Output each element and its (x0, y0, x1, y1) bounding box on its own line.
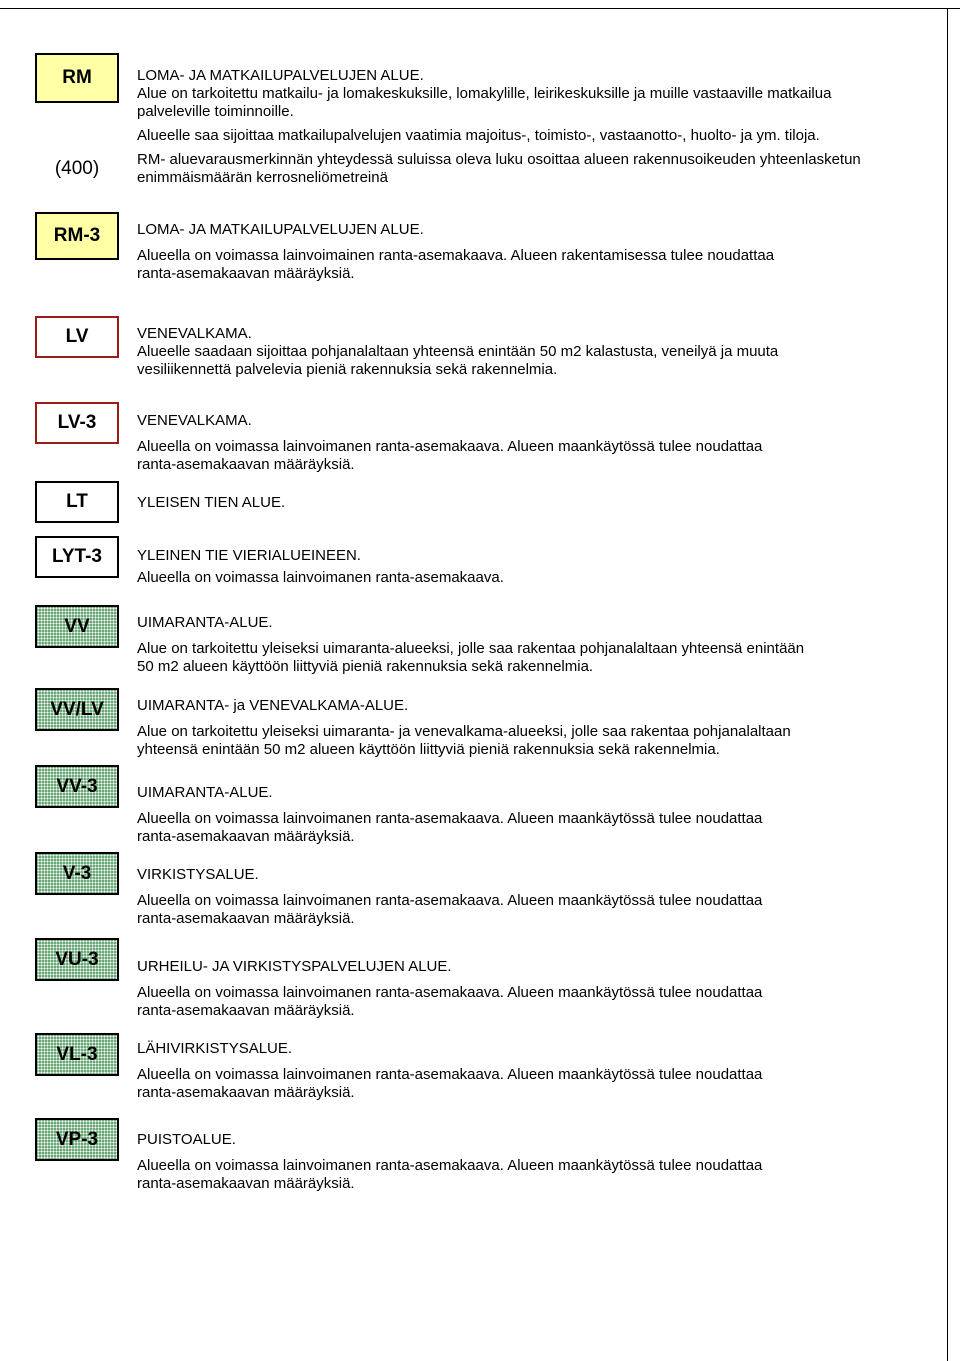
entry-vl3-line: Alueella on voimassa lainvoimanen ranta-asemakaava. Alueen maankäytössä tulee noudattaa (137, 1066, 763, 1083)
symbol-vvlv-label: VV/LV (50, 698, 104, 720)
entry-lyt3-line: Alueella on voimassa lainvoimanen ranta-asemakaava. (137, 569, 504, 586)
symbol-lyt3-label: LYT-3 (52, 546, 102, 567)
entry-v3-title: VIRKISTYSALUE. (137, 866, 259, 883)
entry-rm3 (137, 221, 917, 283)
entry-vv3-title: UIMARANTA-ALUE. (137, 784, 273, 801)
entry-vv-line: Alue on tarkoitettu yleiseksi uimaranta-alueeksi, jolle saa rakentaa pohjanalaltaan yhteensä enintään (137, 640, 805, 657)
entry-vv (137, 614, 917, 676)
entry-lv-line: Alueelle saadaan sijoittaa pohjanalaltaan yhteensä enintään 50 m2 kalastusta, veneilyä ja muuta (137, 343, 779, 360)
symbol-vu3-label: VU-3 (55, 948, 99, 970)
entry-rm-line: palveleville toiminnoille. (137, 103, 294, 120)
entry-vp3-line: ranta-asemakaavan määräyksiä. (137, 1175, 355, 1192)
symbol-lv3 (35, 402, 119, 444)
entry-rm3-title: LOMA- JA MATKAILUPALVELUJEN ALUE. (137, 221, 424, 238)
entry-v3 (137, 866, 917, 928)
page-top-border (0, 0, 960, 9)
entry-vu3-line: Alueella on voimassa lainvoimanen ranta-asemakaava. Alueen maankäytössä tulee noudattaa (137, 984, 763, 1001)
entry-vp3-title: PUISTOALUE. (137, 1131, 236, 1148)
entry-vl3-title: LÄHIVIRKISTYSALUE. (137, 1040, 293, 1057)
symbol-vu3 (35, 938, 119, 981)
entry-lv3-line: ranta-asemakaavan määräyksiä. (137, 456, 355, 473)
entry-vv3 (137, 784, 917, 846)
symbol-lv-label: LV (65, 326, 89, 347)
symbol-vv3-label: VV-3 (56, 775, 98, 797)
entry-vu3 (137, 958, 917, 1020)
page-right-border (947, 8, 948, 1361)
symbol-rm3-label: RM-3 (53, 225, 101, 246)
entry-rm3-line: Alueella on voimassa lainvoimainen ranta-asemakaava. Alueen rakentamisessa tulee noudattaa (137, 247, 775, 264)
entry-vv3-line: Alueella on voimassa lainvoimanen ranta-asemakaava. Alueen maankäytössä tulee noudattaa (137, 810, 763, 827)
entry-lt-title: YLEISEN TIEN ALUE. (137, 494, 286, 511)
entry-v3-line: ranta-asemakaavan määräyksiä. (137, 910, 355, 927)
symbol-rm3 (35, 212, 119, 260)
entry-vvlv (137, 697, 917, 759)
symbol-vl3 (35, 1033, 119, 1076)
symbol-vl3-label: VL-3 (56, 1043, 98, 1065)
entry-vl3-line: ranta-asemakaavan määräyksiä. (137, 1084, 355, 1101)
entry-lv-title: VENEVALKAMA. (137, 325, 252, 342)
entry-vu3-title: URHEILU- JA VIRKISTYSPALVELUJEN ALUE. (137, 958, 452, 975)
entry-rm (137, 67, 917, 187)
symbol-vp3 (35, 1118, 119, 1161)
entry-vp3-line: Alueella on voimassa lainvoimanen ranta-asemakaava. Alueen maankäytössä tulee noudattaa (137, 1157, 763, 1174)
entry-lt (137, 494, 917, 512)
entry-vvlv-title: UIMARANTA- ja VENEVALKAMA-ALUE. (137, 697, 409, 714)
symbol-vp3-label: VP-3 (55, 1128, 99, 1150)
symbol-v3 (35, 852, 119, 895)
entry-vu3-line: ranta-asemakaavan määräyksiä. (137, 1002, 355, 1019)
entry-rm-title: LOMA- JA MATKAILUPALVELUJEN ALUE. (137, 67, 424, 84)
entry-vvlv-line: yhteensä enintään 50 m2 alueen käyttöön liittyviä pieniä rakennuksia sekä rakennelmia. (137, 741, 720, 758)
entry-lyt3-title: YLEINEN TIE VIERIALUEINEEN. (137, 547, 361, 564)
symbol-vv3 (35, 765, 119, 808)
symbol-lt (35, 481, 119, 523)
entry-v3-line: Alueella on voimassa lainvoimanen ranta-asemakaava. Alueen maankäytössä tulee noudattaa (137, 892, 763, 909)
symbol-rm (35, 53, 119, 103)
entry-rm-line: Alue on tarkoitettu matkailu- ja lomakeskuksille, lomakylille, leirikeskuksille ja muille vastaaville matkailua (137, 85, 832, 102)
symbol-lt-label: LT (66, 491, 88, 512)
symbol-v3-label: V-3 (62, 862, 92, 884)
entry-vv3-line: ranta-asemakaavan määräyksiä. (137, 828, 355, 845)
entry-vv-title: UIMARANTA-ALUE. (137, 614, 273, 631)
symbol-lv3-label: LV-3 (57, 412, 97, 433)
entry-lv-line: vesiliikennettä palvelevia pieniä rakennuksia sekä rakennelmia. (137, 361, 558, 378)
symbol-vvlv (35, 688, 119, 731)
entry-lv3-line: Alueella on voimassa lainvoimanen ranta-asemakaava. Alueen maankäytössä tulee noudattaa (137, 438, 763, 455)
symbol-rm-label: RM (62, 67, 92, 88)
entry-vv-line: 50 m2 alueen käyttöön liittyviä pieniä rakennuksia sekä rakennelmia. (137, 658, 594, 675)
entry-lv (137, 325, 917, 379)
entry-rm-line: Alueelle saa sijoittaa matkailupalvelujen vaatimia majoitus-, toimisto-, vastaanotto-, huolto- ja ym. tiloja. (137, 127, 820, 144)
entry-rm-line: enimmäismäärän kerrosneliömetreinä (137, 169, 388, 186)
symbol-rm-number: (400) (54, 158, 100, 179)
entry-lyt3 (137, 547, 917, 587)
entry-rm3-line: ranta-asemakaavan määräyksiä. (137, 265, 355, 282)
entry-lv3-title: VENEVALKAMA. (137, 412, 252, 429)
entry-vl3 (137, 1040, 917, 1102)
symbol-vv (35, 605, 119, 648)
symbol-lyt3 (35, 536, 119, 578)
entry-rm-line: RM- aluevarausmerkinnän yhteydessä suluissa oleva luku osoittaa alueen rakennusoikeuden yhteenlasketun (137, 151, 861, 168)
symbol-lv (35, 316, 119, 358)
entry-lv3 (137, 412, 917, 474)
entry-vvlv-line: Alue on tarkoitettu yleiseksi uimaranta- ja venevalkama-alueeksi, jolle saa rakentaa pohjanalaltaan (137, 723, 791, 740)
entry-vp3 (137, 1131, 917, 1193)
symbol-vv-label: VV (64, 615, 90, 637)
